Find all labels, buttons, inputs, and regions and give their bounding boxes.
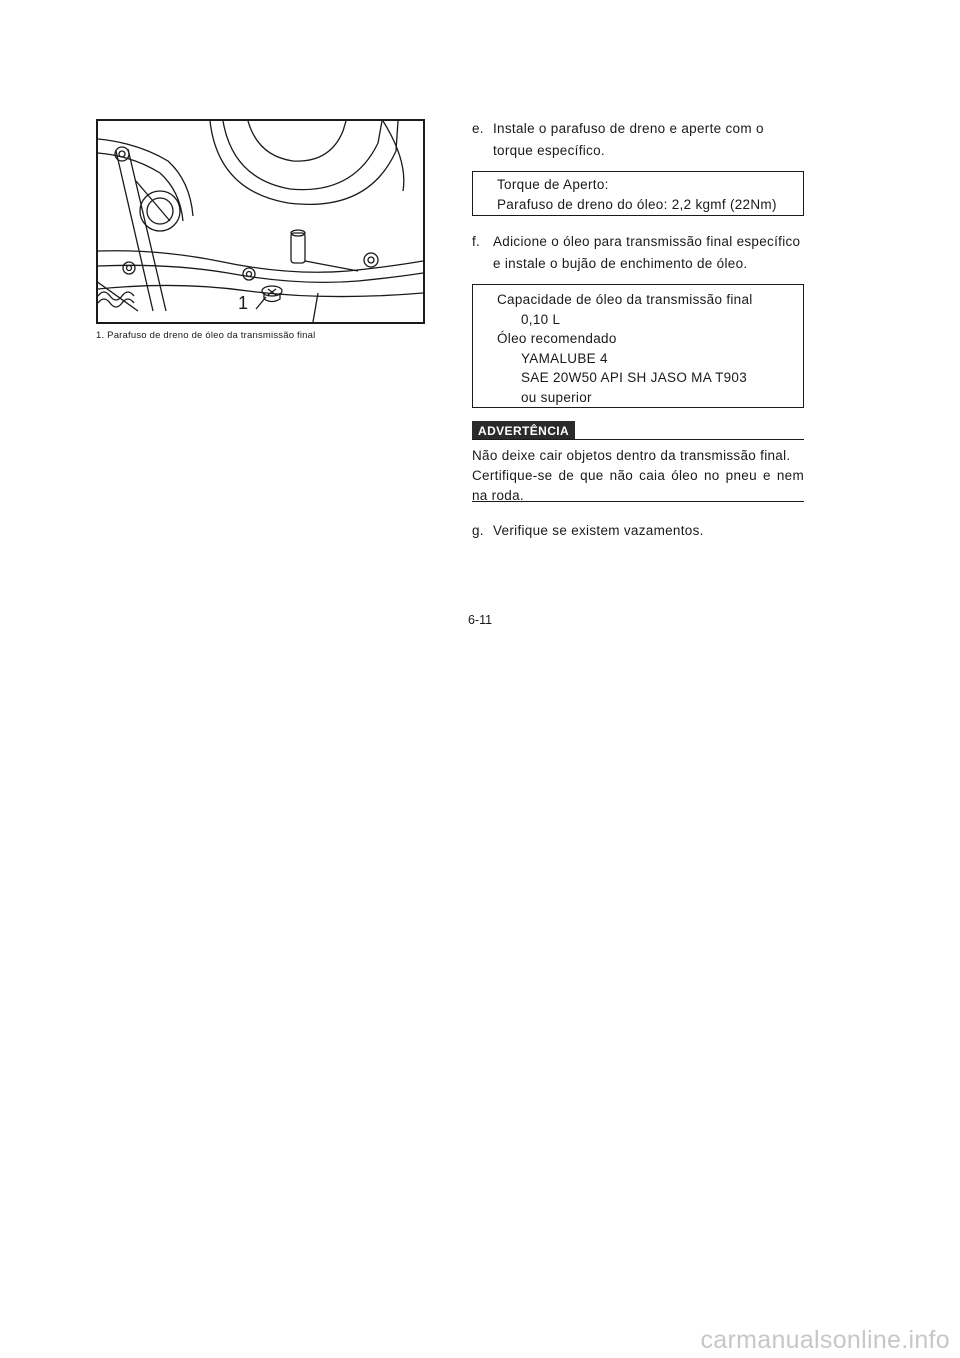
step-marker: g. (472, 523, 484, 538)
step-e (472, 118, 804, 162)
warning-top-rule (472, 439, 804, 440)
step-g (472, 520, 804, 542)
page-number: 6-11 (467, 613, 493, 627)
torque-value: Parafuso de dreno do óleo: 2,2 kgmf (22Nm) (497, 196, 777, 212)
step-text: Instale o parafuso de dreno e aperte com o torque específico. (493, 121, 764, 158)
warning-header (472, 421, 804, 443)
oil-brand: YAMALUBE 4 (521, 350, 608, 366)
step-marker: f. (472, 234, 481, 249)
step-text: Adicione o óleo para transmissão final específico e instale o bujão de enchimento de óleo. (493, 234, 801, 271)
step-marker: e. (472, 121, 484, 136)
capacity-spec-box (472, 284, 804, 408)
oil-alternative: ou superior (521, 389, 592, 405)
step-text: Verifique se existem vazamentos. (493, 523, 704, 538)
step-f (472, 231, 804, 275)
watermark-link[interactable]: carmanualsonline.info (700, 1326, 950, 1354)
warning-bottom-rule (472, 501, 804, 502)
callout-number: 1 (238, 293, 249, 313)
figure-caption: 1. Parafuso de dreno de óleo da transmissão final (96, 330, 316, 341)
engine-illustration (96, 119, 425, 324)
warning-line-2: Certifique-se de que não caia óleo no pneu e nem na roda. (472, 468, 804, 503)
torque-spec-box (472, 171, 804, 216)
capacity-title: Capacidade de óleo da transmissão final (497, 292, 753, 307)
warning-line-1: Não deixe cair objetos dentro da transmissão final. (472, 448, 791, 463)
warning-label: ADVERTÊNCIA (472, 421, 575, 440)
transmission-drawing (98, 121, 423, 322)
torque-title: Torque de Aperto: (497, 177, 609, 192)
oil-title: Óleo recomendado (497, 331, 617, 346)
oil-grade: SAE 20W50 API SH JASO MA T903 (521, 370, 748, 385)
warning-text (472, 446, 804, 506)
capacity-value: 0,10 L (521, 311, 561, 327)
